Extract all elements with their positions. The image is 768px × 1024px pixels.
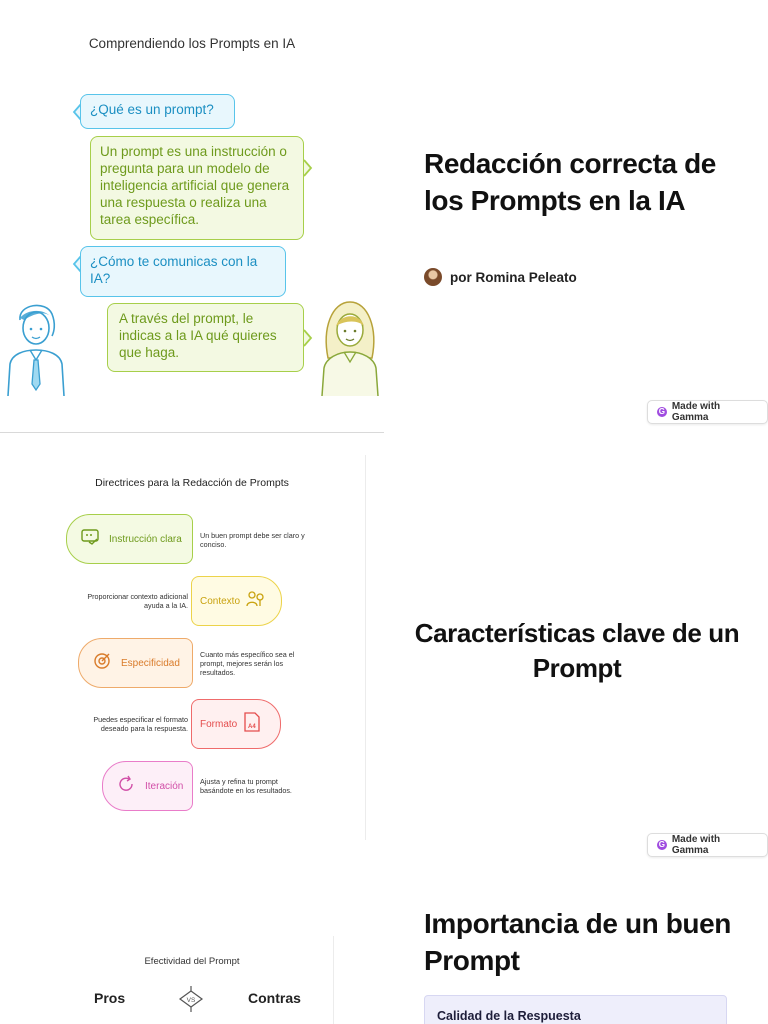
- vs-icon: [176, 986, 206, 1012]
- pill-label: Formato: [200, 718, 238, 730]
- guideline-description: Un buen prompt debe ser claro y conciso.: [200, 531, 305, 549]
- gamma-logo-icon: G: [658, 407, 666, 416]
- avatar: [424, 268, 442, 286]
- guideline-description: Ajusta y refina tu prompt basándote en los resultados.: [200, 777, 292, 795]
- guideline-description: Puedes especificar el formato deseado para la respuesta.: [93, 715, 188, 733]
- pill-label: Iteración: [145, 780, 184, 792]
- guideline-description: Cuanto más específico sea el prompt, mejores serán los resultados.: [200, 650, 295, 677]
- made-with-gamma-button[interactable]: [647, 833, 768, 857]
- pill-label: Especificidad: [121, 657, 180, 669]
- guidelines-caption: Directrices para la Redacción de Prompts: [95, 477, 289, 489]
- card-title: Calidad de la Respuesta: [437, 1009, 581, 1023]
- question-bubble-1: ¿Qué es un prompt?: [80, 94, 235, 129]
- slide-title-2: Características clave de un Prompt: [414, 618, 740, 683]
- badge-label: Made with Gamma: [671, 401, 721, 423]
- speech-check-icon: [81, 529, 99, 549]
- contras-label: Contras: [248, 990, 301, 1006]
- effectiveness-caption: Efectividad del Prompt: [144, 956, 240, 967]
- people-icon: [246, 590, 266, 612]
- answer-bubble-2: A través del prompt, le indicas a la IA qué quieres que haga.: [107, 303, 304, 372]
- refresh-icon: [117, 775, 135, 797]
- answer-bubble-1: Un prompt es una instrucción o pregunta para un modelo de inteligencia artificial que genera una respuesta o realiza una tarea específica.: [90, 136, 304, 240]
- guideline-pill-specificity: [78, 638, 193, 688]
- author-line: [424, 268, 577, 286]
- illustration-caption: Comprendiendo los Prompts en IA: [88, 36, 296, 51]
- author-name: por Romina Peleato: [450, 269, 577, 285]
- man-icon: [6, 298, 66, 398]
- prompt-illustration: [0, 0, 384, 432]
- guideline-description: Proporcionar contexto adicional ayuda a la IA.: [87, 592, 188, 610]
- slide-title-1: Redacción correcta de los Prompts en la IA: [424, 148, 716, 216]
- pill-label: Instrucción clara: [109, 533, 182, 545]
- gamma-logo-icon: G: [658, 840, 666, 849]
- info-card: [424, 995, 727, 1024]
- woman-icon: [318, 298, 382, 398]
- divider: [365, 455, 366, 840]
- badge-label: Made with Gamma: [671, 834, 721, 856]
- question-bubble-2: ¿Cómo te comunicas con la IA?: [80, 246, 286, 297]
- slide-title-3: Importancia de un buen Prompt: [424, 908, 732, 976]
- pill-label: Contexto: [200, 595, 241, 607]
- svg-text:VS: VS: [186, 997, 196, 1004]
- divider: [333, 936, 334, 1024]
- guideline-pill-iteration: [102, 761, 193, 811]
- target-icon: [93, 652, 111, 674]
- guideline-pill-clear-instruction: [66, 514, 193, 564]
- divider: [0, 432, 384, 433]
- pros-label: Pros: [94, 990, 126, 1006]
- made-with-gamma-button[interactable]: [647, 400, 768, 424]
- document-a4-icon: [243, 712, 261, 736]
- guideline-pill-format: [191, 699, 281, 749]
- guideline-pill-context: [191, 576, 282, 626]
- svg-text:A4: A4: [248, 724, 256, 730]
